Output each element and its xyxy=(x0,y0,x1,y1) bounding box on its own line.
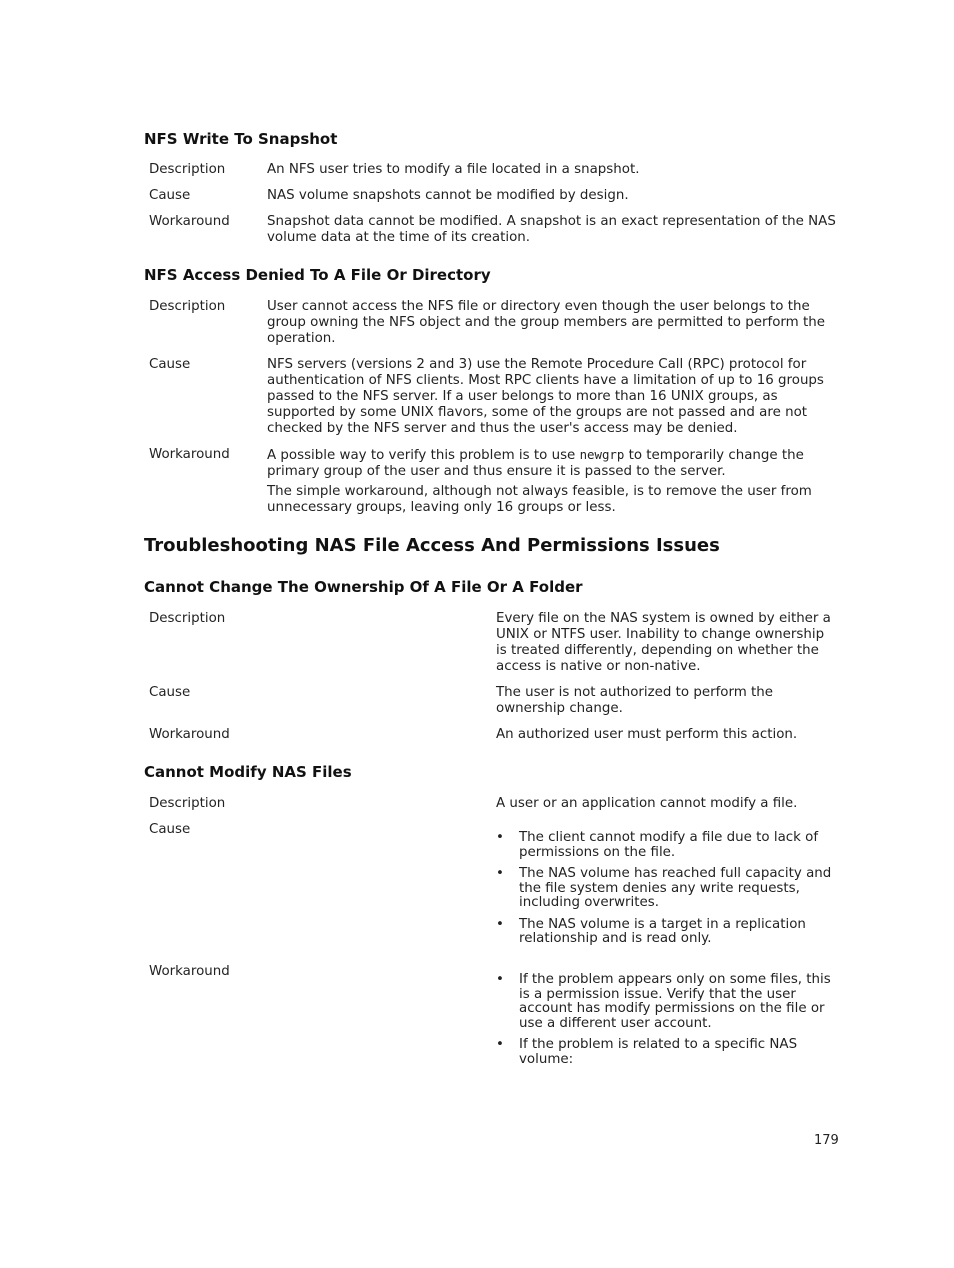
row-text-description: An NFS user tries to modify a file located in a snapshot. xyxy=(267,162,640,177)
row-text-description: A user or an application cannot modify a file. xyxy=(496,796,798,811)
row-label-description: Description xyxy=(149,162,226,177)
row-label-workaround: Workaround xyxy=(149,964,230,979)
newgrp-command: newgrp xyxy=(579,447,625,462)
section-title-cannot-change-ownership: Cannot Change The Ownership Of A File Or A Folder xyxy=(144,578,583,596)
row-text-workaround-paragraph-2: The simple workaround, although not always feasible, is to remove the user from unnecessary groups, leaving only 16 groups or less. xyxy=(267,484,812,515)
row-label-workaround: Workaround xyxy=(149,727,230,742)
list-item: • The NAS volume is a target in a replication relationship and is read only. xyxy=(496,918,838,947)
row-label-description: Description xyxy=(149,796,226,811)
row-text-workaround: An authorized user must perform this action. xyxy=(496,727,798,742)
section-title-nfs-write-to-snapshot: NFS Write To Snapshot xyxy=(144,130,338,148)
row-label-cause: Cause xyxy=(149,357,191,372)
list-item: • The client cannot modify a file due to lack of permissions on the file. xyxy=(496,831,838,860)
workaround-text-pre: A possible way to verify this problem is to use xyxy=(267,448,580,463)
list-item: • The NAS volume has reached full capacity and the file system denies any write requests, including overwrites. xyxy=(496,867,838,911)
row-text-cause: NFS servers (versions 2 and 3) use the Remote Procedure Call (RPC) protocol for authentication of NFS clients. Most RPC clients have a limitation of up to 16 groups passed to the NFS server. If a user belongs to more than 16 UNIX groups, as supported by some UNIX flavors, some of the groups are not passed and are not checked by the NFS server and thus the user's access may be denied. xyxy=(267,357,824,436)
page-number: 179 xyxy=(814,1133,839,1148)
list-item: • If the problem is related to a specific NAS volume: xyxy=(496,1038,838,1067)
row-text-description: Every file on the NAS system is owned by either a UNIX or NTFS user. Inability to change ownership is treated differently, depending on whether the access is native or non-native. xyxy=(496,611,831,674)
main-heading: Troubleshooting NAS File Access And Permissions Issues xyxy=(144,535,720,556)
list-item: • If the problem appears only on some files, this is a permission issue. Verify that the user account has modify permissions on the file or use a different user account. xyxy=(496,973,838,1031)
row-label-cause: Cause xyxy=(149,188,191,203)
row-text-description: User cannot access the NFS file or directory even though the user belongs to the group owning the NFS object and the group members are permitted to perform the operation. xyxy=(267,299,825,346)
row-label-workaround: Workaround xyxy=(149,214,230,229)
row-text-cause: The user is not authorized to perform the ownership change. xyxy=(496,685,774,716)
row-text-cause: NAS volume snapshots cannot be modified by design. xyxy=(267,188,629,203)
section-title-cannot-modify-nas-files: Cannot Modify NAS Files xyxy=(144,763,352,781)
row-label-description: Description xyxy=(149,611,226,626)
row-text-workaround xyxy=(267,447,837,480)
workaround-text-post: to temporarily change the primary group of the user and thus ensure it is passed to the server. xyxy=(267,448,804,479)
row-label-workaround: Workaround xyxy=(149,447,230,462)
row-label-description: Description xyxy=(149,299,226,314)
workaround-bullet-list xyxy=(496,973,838,1074)
row-label-cause: Cause xyxy=(149,822,191,837)
row-label-cause: Cause xyxy=(149,685,191,700)
row-text-workaround: Snapshot data cannot be modified. A snapshot is an exact representation of the NAS volume data at the time of its creation. xyxy=(267,214,836,245)
cause-bullet-list xyxy=(496,831,838,954)
section-title-nfs-access-denied: NFS Access Denied To A File Or Directory xyxy=(144,266,491,284)
